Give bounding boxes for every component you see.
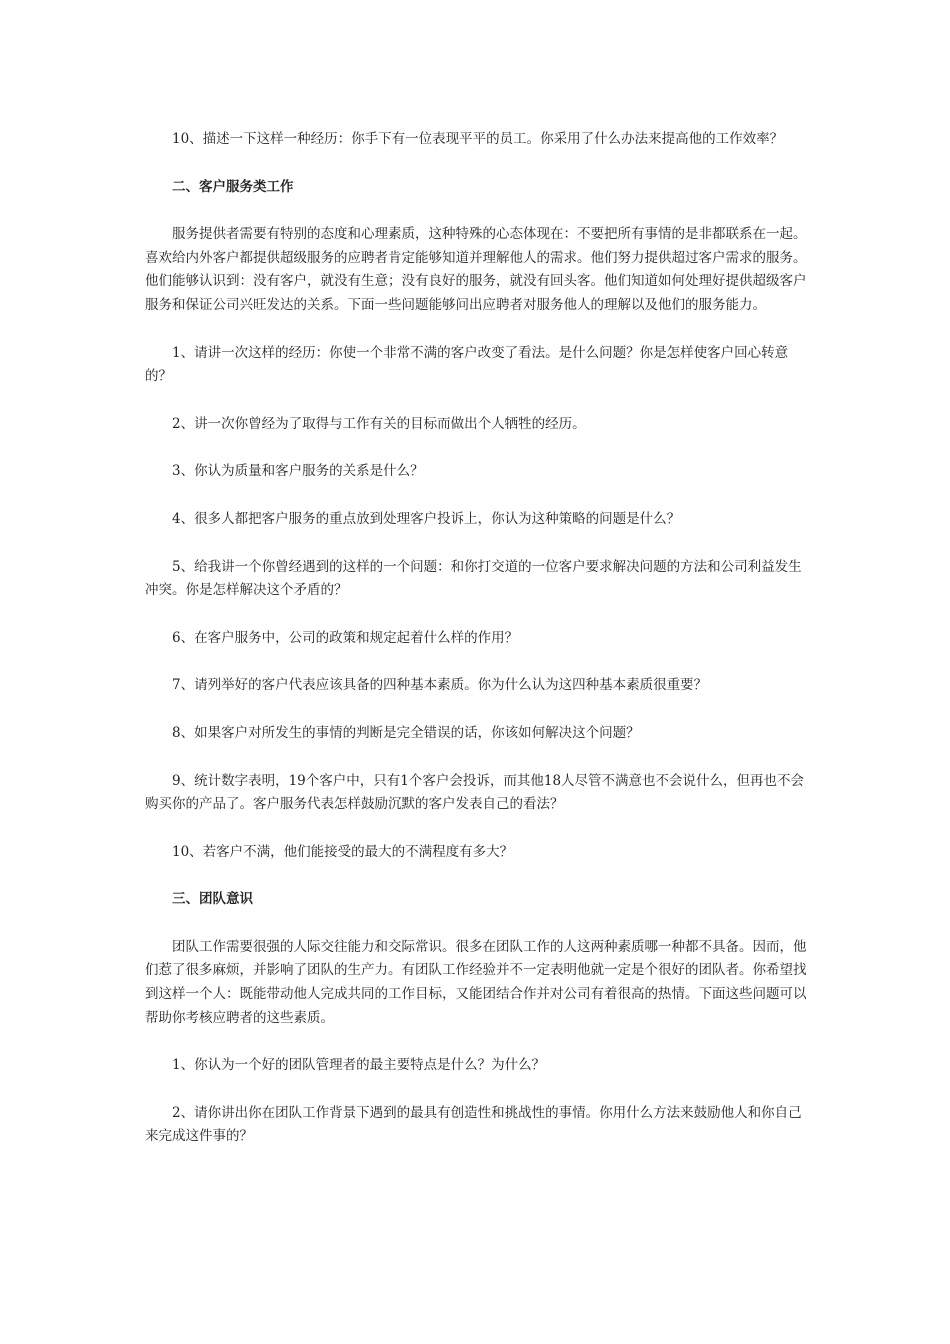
question-service-2: 2、讲一次你曾经为了取得与工作有关的目标而做出个人牺牲的经历。 [172, 415, 586, 432]
question-team-2: 2、请你讲出你在团队工作背景下遇到的最具有创造性和挑战性的事情。你用什么方法来鼓励他人和你自己来完成这件事的？ [145, 1104, 802, 1145]
question-service-9: 9、统计数字表明，19个客户中，只有1个客户会投诉，而其他18人尽管不满意也不会说什么，但再也不会购买你的产品了。客户服务代表怎样鼓励沉默的客户发表自己的看法？ [145, 772, 805, 813]
question-service-1: 1、请讲一次这样的经历：你使一个非常不满的客户改变了看法。是什么问题？你是怎样使客户回心转意的？ [145, 344, 789, 385]
section-intro-teamwork: 团队工作需要很强的人际交往能力和交际常识。很多在团队工作的人这两种素质哪一种都不具备。因而，他们惹了很多麻烦，并影响了团队的生产力。有团队工作经验并不一定表明他就一定是个很好的团队者。你希望找到这样一个人：既能带动他人完成共同的工作目标，又能团结合作并对公司有着很高的热情。下面这些问题可以帮助你考核应聘者的这些素质。 [145, 938, 807, 1026]
question-team-1: 1、你认为一个好的团队管理者的最主要特点是什么？为什么？ [172, 1057, 546, 1074]
question-service-8: 8、如果客户对所发生的事情的判断是完全错误的话，你该如何解决这个问题？ [172, 724, 640, 741]
question-service-10: 10、若客户不满，他们能接受的最大的不满程度有多大？ [172, 843, 514, 860]
question-service-6: 6、在客户服务中，公司的政策和规定起着什么样的作用？ [172, 629, 519, 646]
question-service-5: 5、给我讲一个你曾经遇到的这样的一个问题：和你打交道的一位客户要求解决问题的方法和公司利益发生冲突。你是怎样解决这个矛盾的？ [145, 558, 802, 599]
document-body [145, 128, 815, 1149]
question-service-7: 7、请列举好的客户代表应该具备的四种基本素质。你为什么认为这四种基本素质很重要？ [172, 677, 708, 694]
question-service-4: 4、很多人都把客户服务的重点放到处理客户投诉上，你认为这种策略的问题是什么？ [172, 510, 681, 527]
section-intro-customer-service: 服务提供者需要有特别的态度和心理素质，这种特殊的心态体现在：不要把所有事情的是非都联系在一起。喜欢给内外客户都提供超级服务的应聘者肯定能够知道并理解他人的需求。他们努力提供超过客户需求的服务。他们能够认识到：没有客户，就没有生意；没有良好的服务，就没有回头客。他们知道如何处理好提供超级客户服务和保证公司兴旺发达的关系。下面一些问题能够问出应聘者对服务他人的理解以及他们的服务能力。 [145, 226, 807, 313]
question-management-10: 10、描述一下这样一种经历：你手下有一位表现平平的员工。你采用了什么办法来提高他的工作效率？ [172, 131, 784, 147]
section-heading-customer-service: 二、客户服务类工作 [172, 178, 294, 195]
question-service-3: 3、你认为质量和客户服务的关系是什么？ [172, 463, 424, 480]
section-heading-teamwork: 三、团队意识 [172, 891, 253, 908]
